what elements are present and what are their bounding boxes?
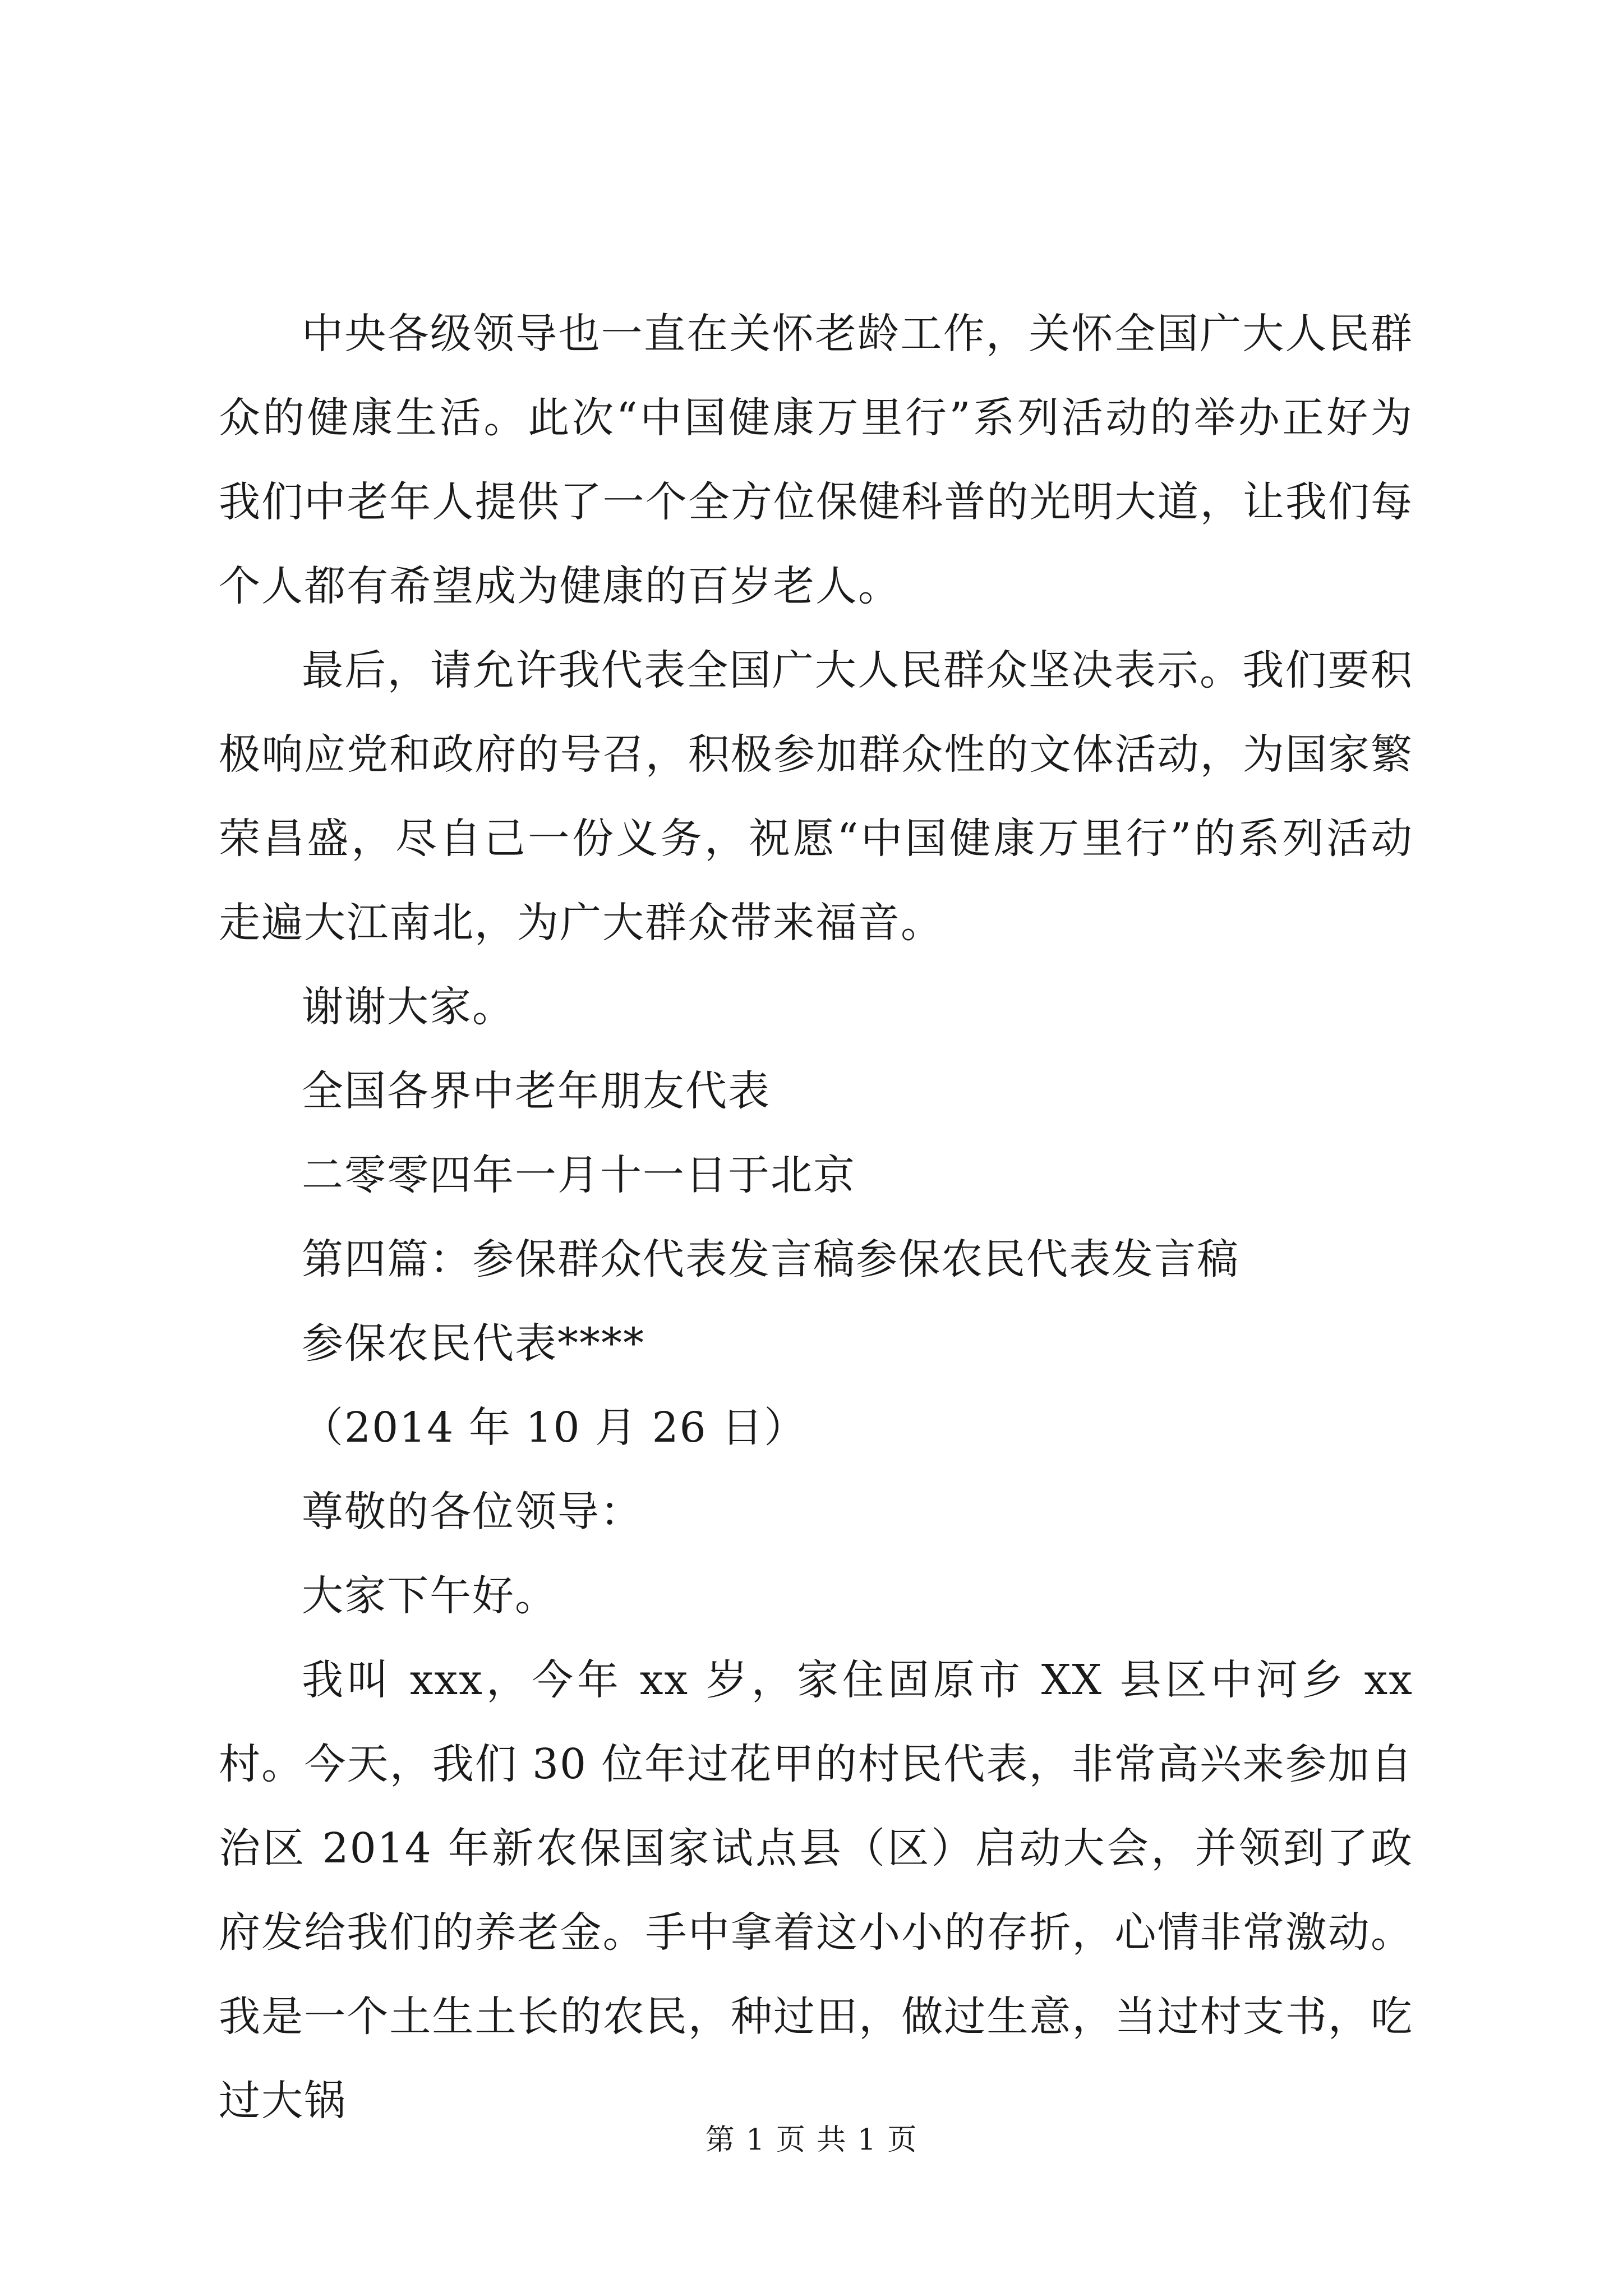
paragraph-self-introduction: 我叫 xxx，今年 xx 岁，家住固原市 XX 县区中河乡 xx 村。今天，我们 30 位年过花甲的村民代表，非常高兴来参加自治区 2014 年新农保国家试点县（区）启动大会，并领到了政府发给我们的养老金。手中拿着这小小的存折，心情非常激动。我是一个土生土长的农民，种过田，做过生意，当过村支书，吃过大锅: [219, 1656, 1413, 2125]
document-body: [219, 292, 1413, 2143]
signature-date: 二零零四年一月十一日于北京: [302, 1151, 856, 1199]
paragraph-closing-statement: 最后，请允许我代表全国广大人民群众坚决表示。我们要积极响应党和政府的号召，积极参加群众性的文体活动，为国家繁荣昌盛，尽自己一份义务，祝愿“中国健康万里行”的系列活动走遍大江南北，为广大群众带来福音。: [219, 646, 1413, 947]
greeting: 大家下午好。: [302, 1572, 557, 1620]
page-footer: 第 1 页 共 1 页: [705, 2123, 918, 2157]
signature-representative: 全国各界中老年朋友代表: [302, 1067, 771, 1115]
speech-date: （2014 年 10 月 26 日）: [302, 1404, 807, 1452]
thanks-line: 谢谢大家。: [302, 983, 515, 1031]
paragraph-leaders-care: 中央各级领导也一直在关怀老龄工作，关怀全国广大人民群众的健康生活。此次“中国健康万里行”系列活动的举办正好为我们中老年人提供了一个全方位保健科普的光明大道，让我们每个人都有希望成为健康的百岁老人。: [219, 310, 1413, 610]
speaker-line: 参保农民代表****: [302, 1319, 645, 1368]
salutation: 尊敬的各位领导：: [302, 1488, 643, 1536]
section-heading: 第四篇：参保群众代表发言稿参保农民代表发言稿: [302, 1235, 1239, 1283]
